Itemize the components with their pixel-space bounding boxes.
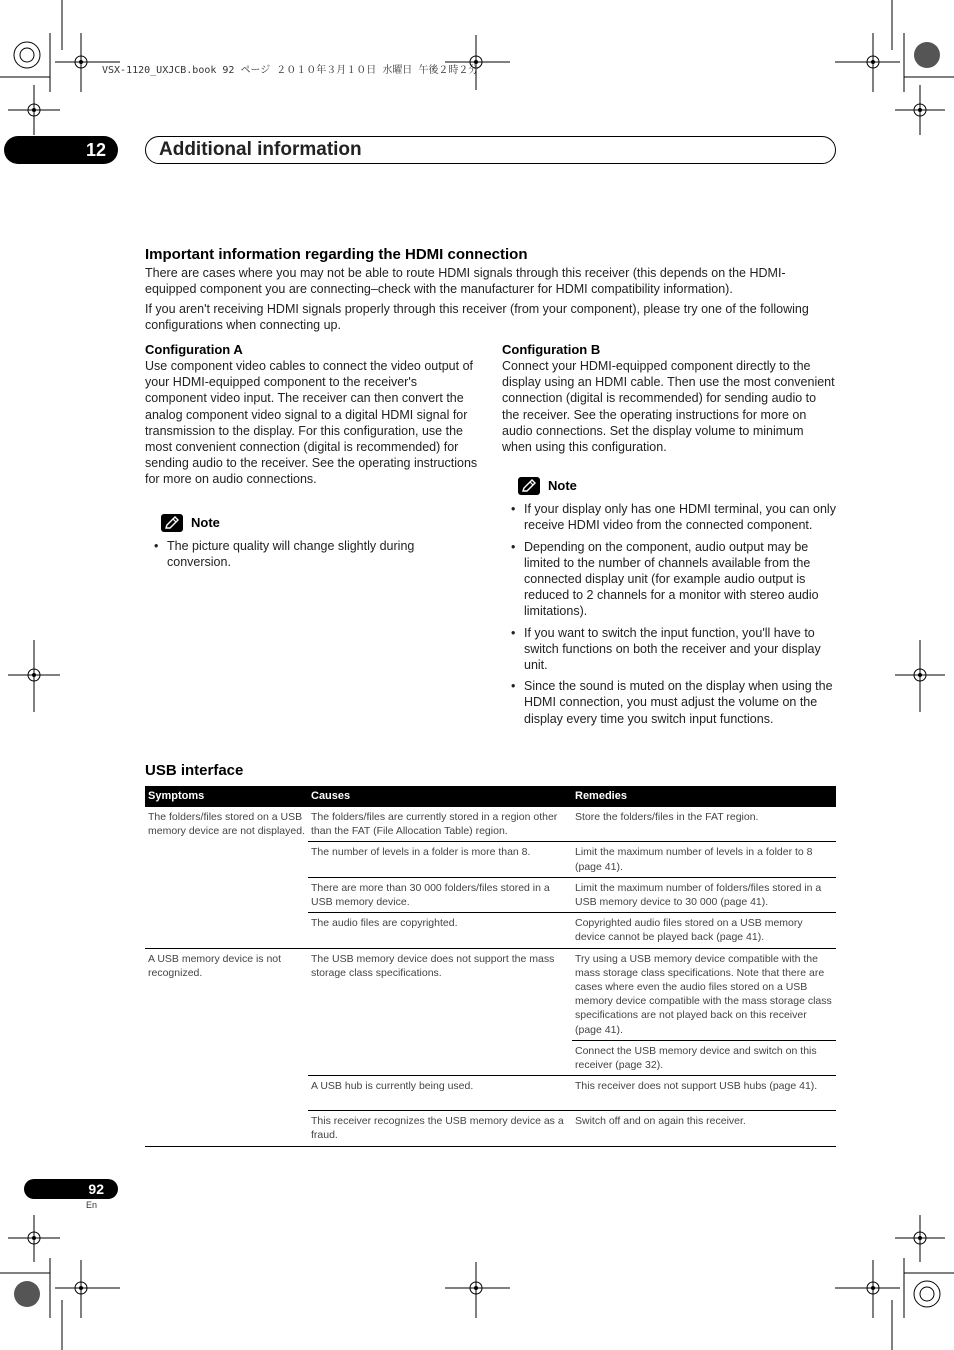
remedy-cell: Copyrighted audio files stored on a USB memory device cannot be played back (page 41). bbox=[572, 913, 836, 948]
column-header: Symptoms bbox=[145, 786, 308, 807]
column-header: Remedies bbox=[572, 786, 836, 807]
remedy-cell: Limit the maximum number of levels in a folder to 8 (page 41). bbox=[572, 842, 836, 877]
note-item: • Since the sound is muted on the display when using the HDMI connection, you must adjust the volume on the display every time you switch input functions. bbox=[524, 678, 836, 727]
remedy-cell: Switch off and on again this receiver. bbox=[572, 1111, 836, 1146]
note-item: • If your display only has one HDMI terminal, you can only receive HDMI video from the connected component. bbox=[524, 501, 836, 533]
cause-cell: The USB memory device does not support the mass storage class specifications. bbox=[308, 948, 572, 1076]
cause-cell: The number of levels in a folder is more than 8. bbox=[308, 842, 572, 877]
remedy-cell: This receiver does not support USB hubs (page 41). bbox=[572, 1076, 836, 1111]
config-a-column bbox=[145, 342, 479, 575]
note-item: • Depending on the component, audio output may be limited to the number of channels available from the connected display unit (for example audio output is reduced to 2 channels for a monitor with stereo audio limitations). bbox=[524, 539, 836, 620]
config-a-heading: Configuration A bbox=[145, 342, 243, 357]
pencil-icon bbox=[161, 514, 183, 532]
chapter-title: Additional information bbox=[145, 136, 836, 164]
symptom-cell: A USB memory device is not recognized. bbox=[145, 948, 308, 1146]
hdmi-heading: Important information regarding the HDMI connection bbox=[145, 246, 528, 263]
note-item: • The picture quality will change slightly during conversion. bbox=[167, 538, 479, 570]
language-code: En bbox=[86, 1200, 98, 1210]
pencil-icon bbox=[518, 477, 540, 495]
remedy-cell: Try using a USB memory device compatible with the mass storage class specifications. Note that there are cases where even the audio files stored on a USB memory device compatible with the mass storage class specifications are not played back on this receiver (page 41). bbox=[572, 948, 836, 1040]
cause-cell: The folders/files are currently stored in a region other than the FAT (File Allocation Table) region. bbox=[308, 807, 572, 842]
note-label: Note bbox=[548, 478, 577, 494]
remedy-cell: Store the folders/files in the FAT region. bbox=[572, 807, 836, 842]
cause-cell: A USB hub is currently being used. bbox=[308, 1076, 572, 1111]
config-b-text: Connect your HDMI-equipped component directly to the display using an HDMI cable. Then use the most convenient connection (digital is recommended) for sending audio to the receiver. See the operating instructions for more on audio connections. Set the display volume to minimum when using this configuration. bbox=[502, 359, 835, 455]
symptom-cell: The folders/files stored on a USB memory device are not displayed. bbox=[145, 807, 308, 948]
table-row bbox=[145, 807, 836, 842]
config-a-note bbox=[145, 514, 479, 570]
config-b-heading: Configuration B bbox=[502, 342, 601, 357]
note-item: • If you want to switch the input function, you'll have to switch functions on both the receiver and your display unit. bbox=[524, 625, 836, 674]
cause-cell: This receiver recognizes the USB memory device as a fraud. bbox=[308, 1111, 572, 1146]
remedy-cell: Limit the maximum number of folders/files stored in a USB memory device to 30 000 (page 41). bbox=[572, 877, 836, 912]
page-number: 92 bbox=[24, 1179, 118, 1199]
cause-cell: There are more than 30 000 folders/files stored in a USB memory device. bbox=[308, 877, 572, 912]
config-b-note bbox=[502, 477, 836, 727]
hdmi-intro-2: If you aren't receiving HDMI signals properly through this receiver (from your component), please try one of the following configurations when connecting up. bbox=[145, 302, 809, 333]
cause-cell: The audio files are copyrighted. bbox=[308, 913, 572, 948]
column-header: Causes bbox=[308, 786, 572, 807]
chapter-number: 12 bbox=[4, 136, 118, 164]
config-a-text: Use component video cables to connect the video output of your HDMI-equipped component to the receiver's component video input. The receiver can then convert the analog component video signal to a digital HDMI signal for transmission to the display. For this configuration, use the most convenient connection (digital is recommended) for sending audio to the receiver. See the operating instructions for more on audio connections. bbox=[145, 359, 478, 487]
file-header: VSX-1120_UXJCB.book 92 ページ ２０１０年３月１０日 水曜日 午後２時２分 bbox=[102, 65, 479, 76]
table-row bbox=[145, 948, 836, 1040]
table-header-row bbox=[145, 786, 836, 807]
config-b-column bbox=[502, 342, 836, 732]
usb-troubleshooting-table bbox=[145, 786, 836, 1147]
hdmi-intro-1: There are cases where you may not be able to route HDMI signals through this receiver (this depends on the HDMI-equipped component you are connecting–check with the manufacturer for HDMI compatibility information). bbox=[145, 266, 786, 297]
usb-heading: USB interface bbox=[145, 762, 244, 779]
remedy-cell: Connect the USB memory device and switch on this receiver (page 32). bbox=[572, 1040, 836, 1075]
note-label: Note bbox=[191, 514, 220, 530]
